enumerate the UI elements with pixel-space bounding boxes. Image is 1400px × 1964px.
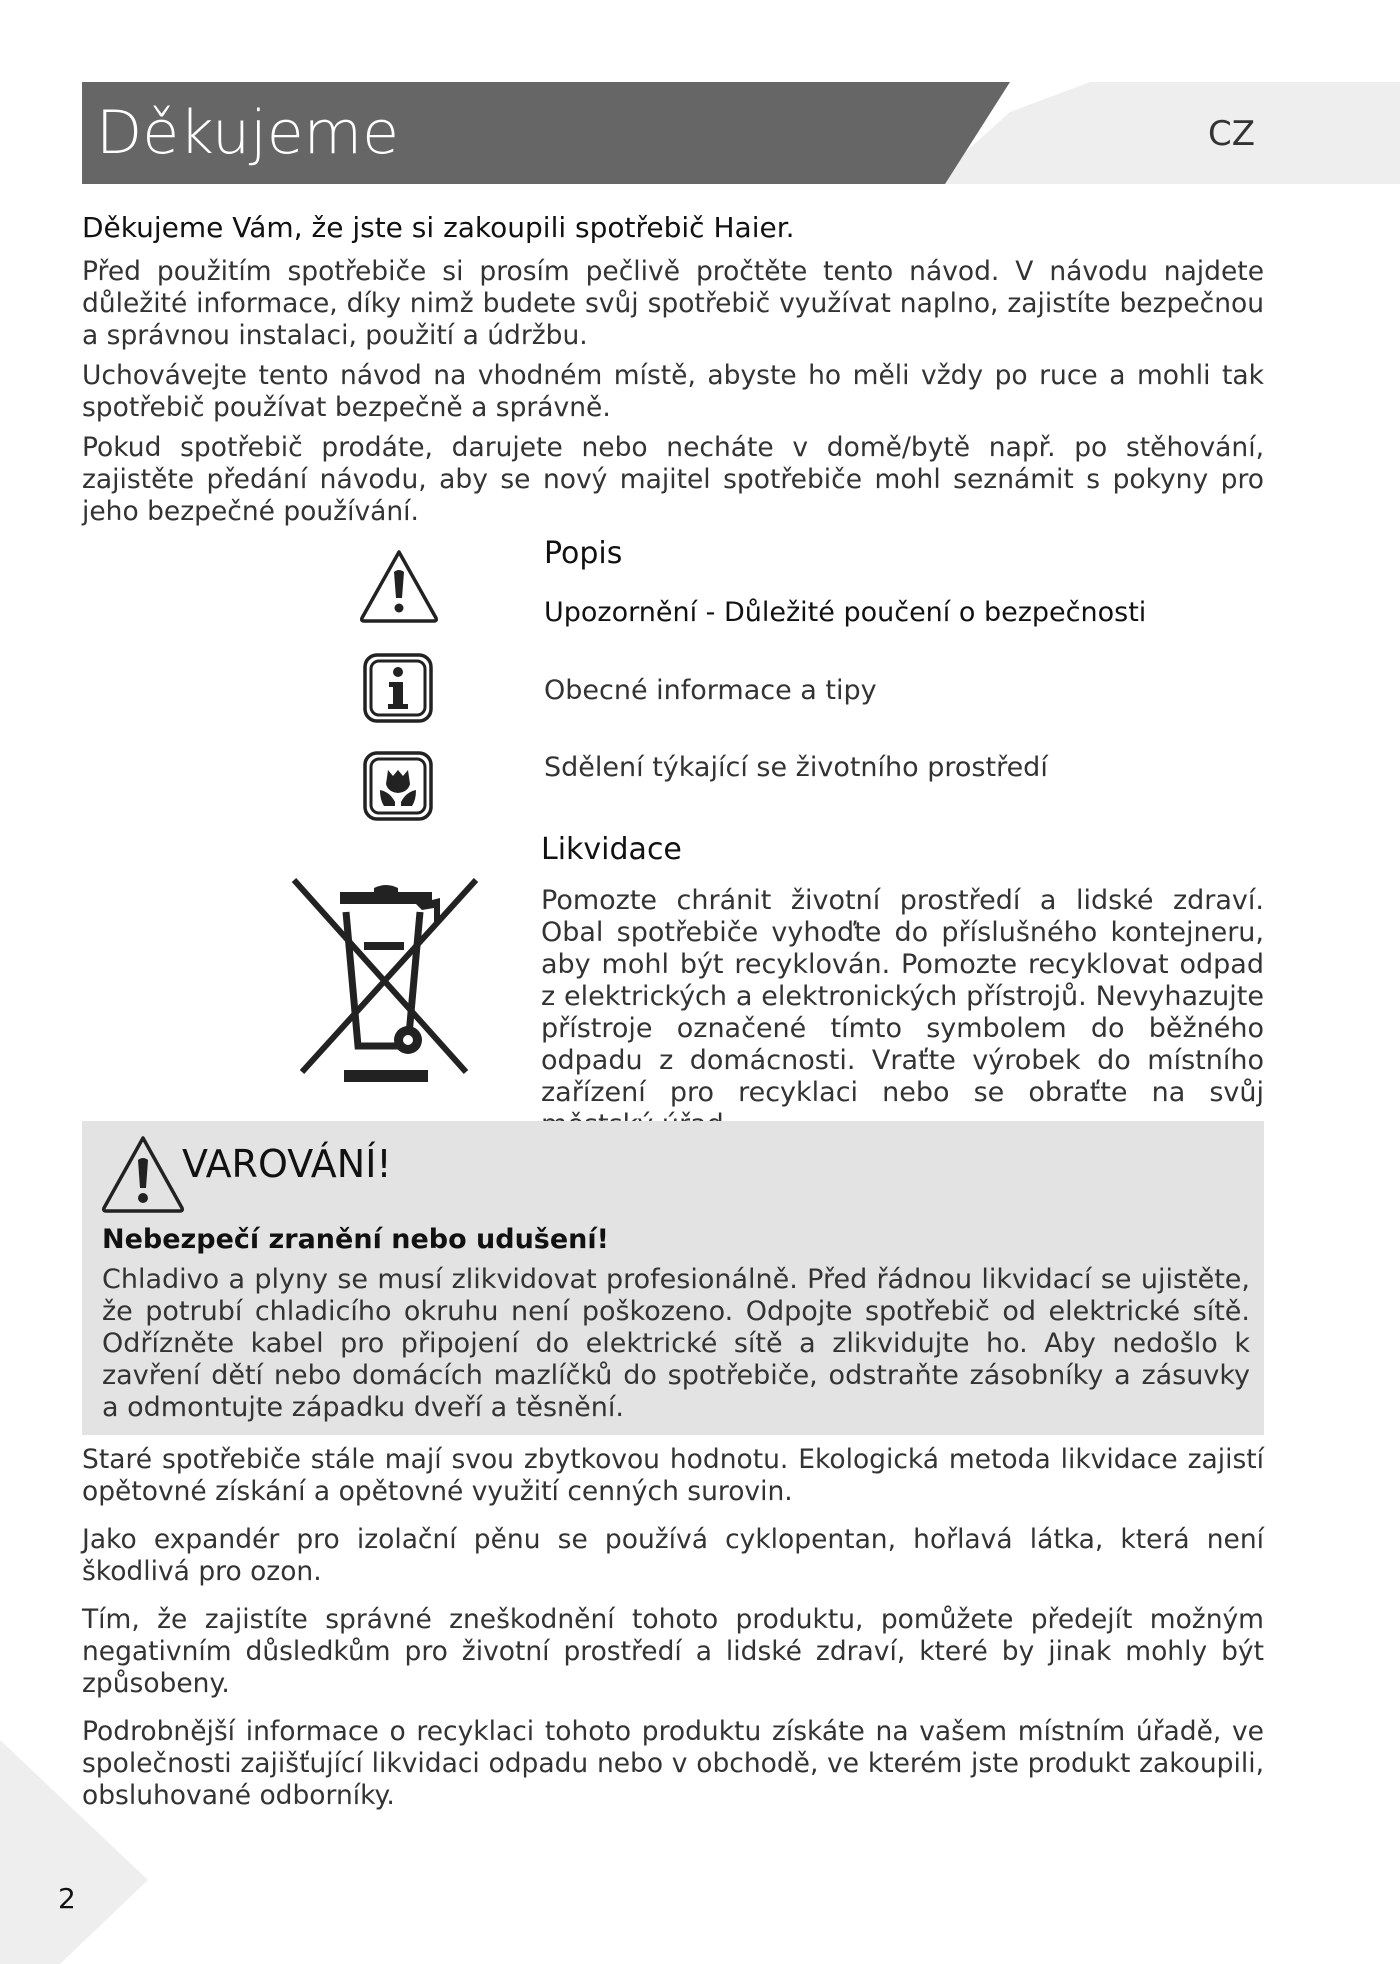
language-code: CZ: [1208, 114, 1256, 154]
disposal-text: Pomozte chránit životní prostředí a lidské zdraví. Obal spotřebiče vyhoďte do příslušného kontejneru, aby mohl být recyklován. Pomozte recyklovat odpad z elektrických a elektronických přístrojů. Nevyhazujte přístroje označené tímto symbolem do běžného odpadu z domácnosti. Vraťte výrobek do místního zařízení pro recyklaci nebo se obraťte na svůj: [541, 885, 1264, 1108]
intro-section: [82, 210, 1264, 528]
intro-paragraph: Uchovávejte tento návod na vhodném místě, abyste ho měli vždy po ruce a mohli tak spotřebič používat bezpečně a správně.: [82, 360, 1264, 423]
legend-heading: Popis: [544, 536, 623, 571]
closing-paragraph: Staré spotřebiče stále mají svou zbytkovou hodnotu. Ekologická metoda likvidace zajistí opětovné získání a opětovné využití cenných surovin.: [82, 1444, 1264, 1507]
warning-subtitle: Nebezpečí zranění nebo udušení!: [102, 1224, 609, 1255]
closing-section: [82, 1444, 1264, 1812]
warning-triangle-icon: [358, 548, 440, 624]
page-number: 2: [58, 1882, 76, 1915]
crossed-out-wheelie-bin-icon: [290, 876, 480, 1086]
intro-lead: Děkujeme Vám, že jste si zakoupili spotřebič Haier.: [82, 211, 795, 244]
closing-paragraph: Tím, že zajistíte správné zneškodnění tohoto produktu, pomůžete předejít možným negativním důsledkům pro životní prostředí a lidské zdraví, které by jinak mohly být způsobeny.: [82, 1604, 1264, 1699]
intro-paragraph: Pokud spotřebič prodáte, darujete nebo necháte v domě/bytě např. po stěhování, zajistěte předání návodu, aby se nový majitel spotřebiče mohl seznámit s pokyny pro jeho bezpečné používání.: [82, 432, 1264, 527]
corner-decoration-top: [930, 82, 1400, 184]
warning-text: Chladivo a plyny se musí zlikvidovat profesionálně. Před řádnou likvidací se ujistěte, že potrubí chladicího okruhu není poškozeno. Odpojte spotřebič od elektrické sítě. Odřízněte kabel pro připojení do elektrické sítě a zlikvidujte ho. Aby nedošlo k zavření dětí nebo domácích mazlíčků do spotřebiče, odstraňte zásobníky a zásuvky a odmontujte západku dveří a těsnění.: [102, 1264, 1250, 1423]
warning-title: VAROVÁNÍ!: [182, 1142, 392, 1186]
disposal-heading: Likvidace: [541, 832, 682, 867]
legend-item-environment: Sdělení týkající se životního prostředí: [544, 752, 1048, 783]
page-title: Děkujeme: [96, 98, 399, 168]
closing-paragraph: Jako expandér pro izolační pěnu se používá cyklopentan, hořlavá látka, která není škodlivá pro ozon.: [82, 1524, 1264, 1587]
closing-paragraph: Podrobnější informace o recyklaci tohoto produktu získáte na vašem místním úřadě, ve společnosti zajišťující likvidaci odpadu nebo v obchodě, ve kterém jste produkt zakoupili, obsluhované odborníky.: [82, 1716, 1264, 1811]
warning-triangle-icon: [100, 1134, 186, 1214]
legend-item-info: Obecné informace a tipy: [544, 675, 877, 706]
environment-icon: [362, 750, 434, 822]
legend-item-warning: Upozornění - Důležité poučení o bezpečnosti: [544, 597, 1147, 628]
intro-paragraph: Před použitím spotřebiče si prosím pečlivě pročtěte tento návod. V návodu najdete důležité informace, díky nimž budete svůj spotřebič využívat naplno, zajistíte bezpečnou a správnou instalaci, použití a údržbu.: [82, 256, 1264, 351]
info-icon: [362, 652, 434, 724]
